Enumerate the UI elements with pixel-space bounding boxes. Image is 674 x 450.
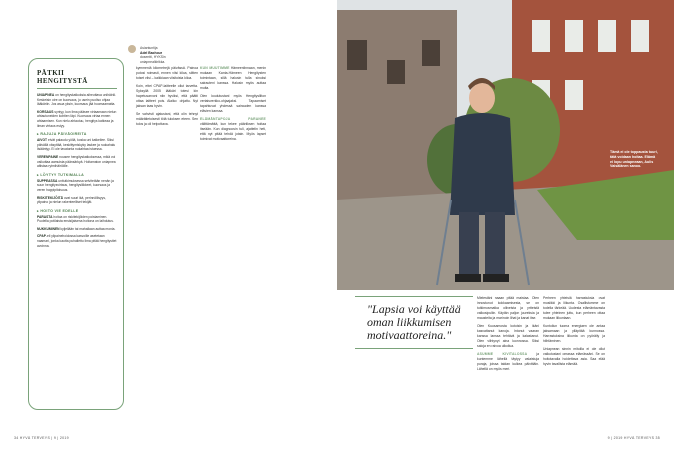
sidebar-paragraph: CPAP-eli ylipainehoidossa kasvoille asetetaan naamari, jonka kautta puhallettu ilma pitää hengitystiet avoinna. [37,234,117,248]
sidebar-text: syntyy, kun ilma pääsee virtaamaan nielun ahtautuneiden kohtien läpi. Kuorsaus virtaa ennen ahtaamisen. Kun nielu ahtautuu, hengitys katkeaa ja ilman virtaus estyy. [37,109,117,128]
article-column-4: Perheen yhteisiä harrastuksia ovat musiikki ja liikunta. Osallistumme on todella tärkeää. Uudesta elämäntavasta tulee yhteinen juttu, kun perheen ottaa mukaan liikuntaan. Kuntoilun tuoma energiaen ole antaa jaksamaan ja ylläpitää kunnossa. Harrastuksina liikunta on pyöräily ja hiihtäminen. Uniapnean sinnin mitoilla ei ole ollut vaikutustani omassa elämässäni. Se on hoitotavalla hoidettava asia. Saa elää hyvin tavallista elämää. [543,296,605,366]
photo-caption: Tämä ei ole toppausta tuuri, tätä voidaan hoitaa. Elämä ei lopu uniapneaan, Aulis Vaisälänen sanoo. [610,150,658,169]
sidebar-heading: ▸ RAJUJA PÄIVÄOIREITA [37,132,87,137]
sidebar-paragraph: NUKKUMINEN kyljellään tai mahallaan auttaa monia. [37,226,116,231]
sidebar-paragraph [37,93,117,107]
page-footer-right: 9 | 2019 HYVÄ TERVEYS 35 [607,436,660,440]
sidebar-paragraph: RISKITEKIJÖITÄ ovat suuri ikä, perinnöllisyys, ylipaino ja nielun rakenteelliset tekijät. [37,195,106,205]
subheading: KUN MUUTIMME [200,66,230,70]
sidebar-heading: ▸ HOITO VIE EDELLE [37,208,79,213]
expert-avatar [128,45,136,53]
article-column-1: kymmeniä kilometrejä päivässä. Painoa putosi roimasti, ennen viisi kiloa, siitten toiset viisi – kaikkiaan viisitoista kiloa. Koin, ettei CPAP-laitteelle ollut tarvetta. Syksyllä 2005 lääkäri totesi kin hapetusarvoni niin hyviksi, että päätti ottaa laitteet pois. Alaiko: ohjattu. Nyt jaksan taas hyvin. Se vahvisti ajatustani, että olin tehnyt määrätietoisesti tötä tuloksen eteen. Sen tulos ja oli helpottava. [136,66,198,126]
subheading: ASUMME KIVITALOSSA [477,352,528,356]
sidebar-paragraph: AIVOT eivät palaudu yöllä, koska uni katkeilee. Siksi päivällä väsyttää, keskittymiskyky laskee ja ruokahalu lisääntyy. Ei ole tavatonta nukahtaa istuessa. [37,138,116,152]
article-column-3: Mielestäni naaan pitää maistaa. Olen innostunut kokkaamisesta, se on tutkimusmatka oliiveista ja yrtteistä valkosipuliin. Käytän paljon juureksia ja mausteita ja marinoin lihat ja kanat itse. Olen Kuusamosta kotoisin ja ikäni kasvattanut kanoja. Intonut vaaran kanssa lanssa tehtävä ja kalastanut. Olen viihtynyt aina luonnossa. Siksi saloja en raivoa ulkoilua. ASUMME KIVITALOSSA ja kuntemme lähellä täytyy valaistuja puraja, joissa taidan kulkea päivittäin. Lähellä on myös meri. [477,296,539,371]
sidebar-title: PÄTKII HENGITYSTÄ [37,69,117,89]
article-column-2: KUN MUUTIMME Hämeenlinnaan, menin mukaan Kanta-Hämeen Hengitysten toimintaan, sillä halusin tulla sinuksi sairauteni kanssa. Halusin myös auttaa muita. Olen koulutustani myös Hengityslliton vertaisverkko-ohjaajaksi. Tapaamiset tapahtuvat yhdessä sairauden kanssa elävien kanssa. ELÄMÄNTAPOJA PARANEE välittämättä, kun tekee pääriiksen hoitaa itseään. Kun diagnoosin tuli, ajattelin heti, että nyt pitää tehdä jotain. Myös lapset toimivat motivaattoreina. [200,66,266,141]
sidebar-box [28,58,124,410]
right-page [337,0,674,450]
sidebar-keyword: KORSAUS [37,109,54,114]
sidebar-text: on hengityskatkoksia aiheuttava unihäiriö. Keskeisin oire on kuorsaus, jo usein puoliso ohjaa lääkäriin. Jos asua yksin, kuorsaus jää huomaamatta. [37,93,117,107]
sidebar-keyword: UNIAPNEA [37,93,55,97]
sidebar-paragraph: VERENPAINE nousee hengityskatkoksessa, mikä voi vaikuttaa aamuista päänsärkyä. Hoitamaton uniapnea altistaa rytmihäiriöille. [37,154,116,169]
page-footer-left: 34 HYVÄ TERVEYS | 9 | 2019 [14,436,69,440]
sidebar-paragraph [37,110,117,128]
expert-caption: Asiantuntija Adel Bachour dosentti, HYKSin uniapnealkirikka. [140,46,166,64]
pull-quote: "Lapsia voi käyttää oman liikkumisen motivaattoreina." [355,296,473,349]
sidebar-paragraph: SUPPEASSA unitutkimuksessa selvitetään nenän ja suun hengitysvirtaus, hengitysliikkeet, kuorsaus ja veren happipitoisuus. [37,178,114,192]
sidebar-paragraph: PARASTA hoitoa on riskitekijöiden poistaminen. Puolella potilaista ensisijaisena hoitona on laihdutus. [37,214,114,224]
subheading: ELÄMÄNTAPOJA PARANEE [200,117,266,121]
sidebar-heading: ▸ LÖYTYY TUTKIMALLA [37,172,84,177]
photo-illustration [337,0,674,290]
portrait-photo [337,0,674,290]
